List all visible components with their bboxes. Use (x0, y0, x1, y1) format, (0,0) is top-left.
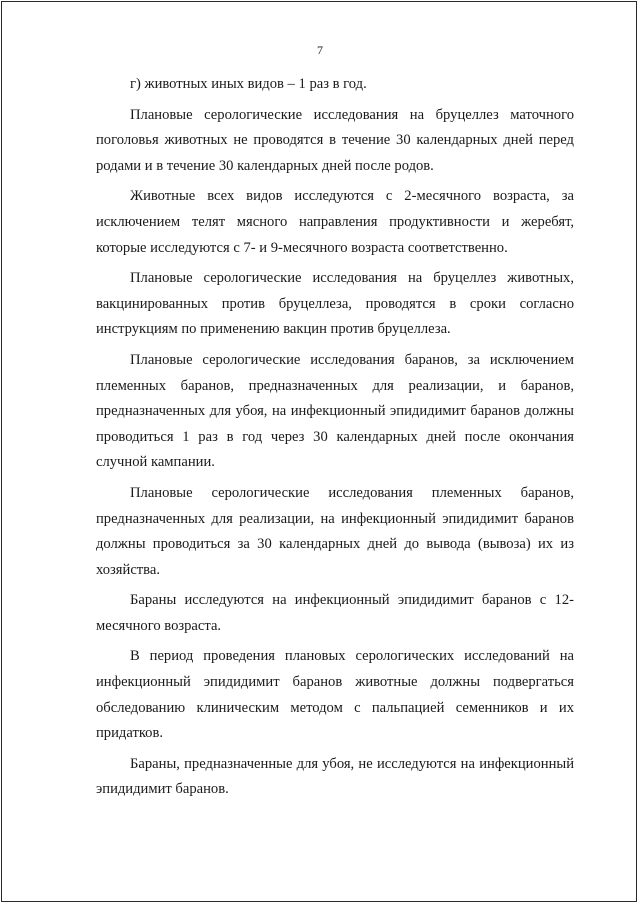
paragraph-7: Бараны исследуются на инфекционный эпидидимит баранов с 12-месячного возраста. (96, 592, 574, 634)
paragraph-5: Плановые серологические исследования баранов, за исключением племенных баранов, предназначенных для реализации, и баранов, предназначенных для убоя, на инфекционный эпидидимит баранов должны проводиться 1 раз в год через 30 календарных дней после окончания случной кампании. (96, 351, 574, 471)
paragraph-6: Плановые серологические исследования племенных баранов, предназначенных для реализации, на инфекционный эпидидимит баранов должны проводиться за 30 календарных дней до вывода (вывоза) их из хозяйства. (96, 484, 574, 578)
paragraph-8: В период проведения плановых серологических исследований на инфекционный эпидидимит баранов животные должны подвергаться обследованию клиническим методом с пальпацией семенников и их придатков. (96, 648, 574, 742)
paragraph-9: Бараны, предназначенные для убоя, не исследуются на инфекционный эпидидимит баранов. (96, 755, 574, 798)
paragraph-4: Плановые серологические исследования на бруцеллез животных, вакцинированных против бруцеллеза, проводятся в сроки согласно инструкциям по применению вакцин против бруцеллеза. (96, 270, 574, 338)
paragraph-3: Животные всех видов исследуются с 2-месячного возраста, за исключением телят мясного направления продуктивности и жеребят, которые исследуются с 7- и 9-месячного возраста соответственно. (96, 188, 574, 256)
paragraph-2: Плановые серологические исследования на бруцеллез маточного поголовья животных не проводятся в течение 30 календарных дней перед родами и в течение 30 календарных дней после родов. (96, 106, 574, 174)
paragraph-1: г) животных иных видов – 1 раз в год. (130, 76, 367, 92)
page-number: 7 (317, 43, 323, 57)
document-body (96, 72, 574, 803)
